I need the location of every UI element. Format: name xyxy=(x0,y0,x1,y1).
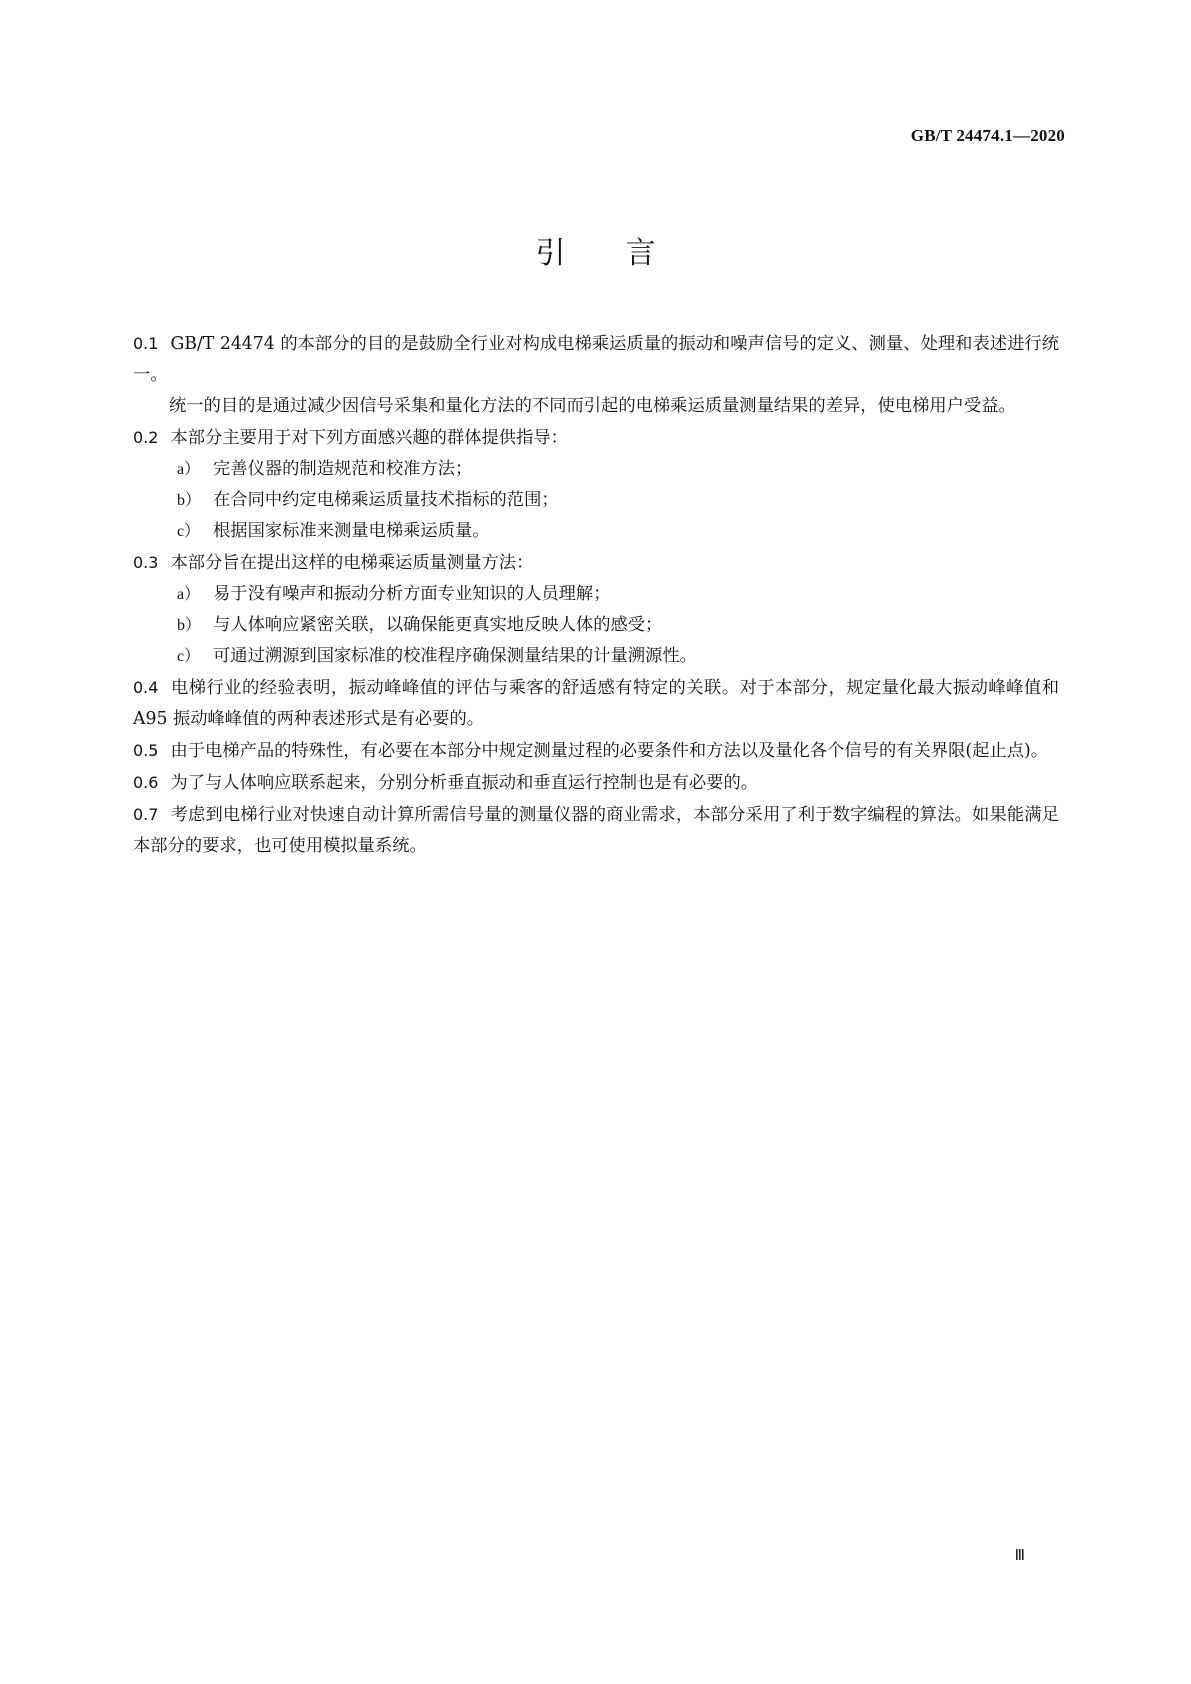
list-item xyxy=(133,454,1059,485)
section-text: 本部分旨在提出这样的电梯乘运质量测量方法： xyxy=(170,553,534,573)
list-item-text: 完善仪器的制造规范和校准方法； xyxy=(213,459,473,479)
list-item-text: 根据国家标准来测量电梯乘运质量。 xyxy=(213,521,490,541)
list-item-text: 在合同中约定电梯乘运质量技术指标的范围； xyxy=(213,490,559,510)
section-number: 0.3 xyxy=(133,553,159,572)
section-number: 0.5 xyxy=(133,741,159,760)
section-text: GB/T 24474 的本部分的目的是鼓励全行业对构成电梯乘运质量的振动和噪声信号的定义、测量、处理和表述进行统一。 xyxy=(133,334,1059,385)
section-text: 由于电梯产品的特殊性，有必要在本部分中规定测量过程的必要条件和方法以及量化各个信号的有关界限(起止点)。 xyxy=(170,741,1049,761)
section-number: 0.4 xyxy=(133,678,159,697)
section-0-2 xyxy=(133,422,1059,454)
standard-code: GB/T 24474.1—2020 xyxy=(910,126,1065,145)
section-0-4 xyxy=(133,672,1059,735)
section-0-5 xyxy=(133,735,1059,767)
list-marker: a） xyxy=(177,586,201,603)
list-marker: b） xyxy=(177,492,202,509)
section-0-1-continuation: 统一的目的是通过减少因信号采集和量化方法的不同而引起的电梯乘运质量测量结果的差异，使电梯用户受益。 xyxy=(169,396,1016,416)
list-item-text: 可通过溯源到国家标准的校准程序确保测量结果的计量溯源性。 xyxy=(213,646,697,666)
section-0-6 xyxy=(133,767,1059,799)
list-item xyxy=(133,485,1059,516)
section-number: 0.1 xyxy=(133,334,159,353)
list-item-text: 与人体响应紧密关联，以确保能更真实地反映人体的感受； xyxy=(213,615,663,635)
document-body xyxy=(133,328,1059,862)
section-text: 本部分主要用于对下列方面感兴趣的群体提供指导： xyxy=(170,428,568,448)
section-number: 0.6 xyxy=(133,773,159,792)
section-text: 电梯行业的经验表明，振动峰峰值的评估与乘客的舒适感有特定的关联。对于本部分，规定量化最大振动峰峰值和 A95 振动峰峰值的两种表述形式是有必要的。 xyxy=(133,678,1059,729)
list-marker: c） xyxy=(177,523,201,540)
list-item xyxy=(133,516,1059,547)
section-text: 为了与人体响应联系起来，分别分析垂直振动和垂直运行控制也是有必要的。 xyxy=(170,773,759,793)
section-number: 0.7 xyxy=(133,805,159,824)
page-number: Ⅲ xyxy=(1014,1548,1025,1564)
list-marker: a） xyxy=(177,461,201,478)
section-0-3 xyxy=(133,547,1059,579)
list-item-text: 易于没有噪声和振动分析方面专业知识的人员理解； xyxy=(213,584,611,604)
list-item xyxy=(133,641,1059,672)
list-item xyxy=(133,610,1059,641)
page-title: 引言 xyxy=(535,236,716,271)
section-number: 0.2 xyxy=(133,428,159,447)
list-marker: b） xyxy=(177,617,202,634)
section-0-7 xyxy=(133,799,1059,862)
list-item xyxy=(133,579,1059,610)
list-marker: c） xyxy=(177,648,201,665)
section-0-1 xyxy=(133,328,1059,391)
section-text: 考虑到电梯行业对快速自动计算所需信号量的测量仪器的商业需求，本部分采用了利于数字编程的算法。如果能满足本部分的要求，也可使用模拟量系统。 xyxy=(133,805,1059,856)
